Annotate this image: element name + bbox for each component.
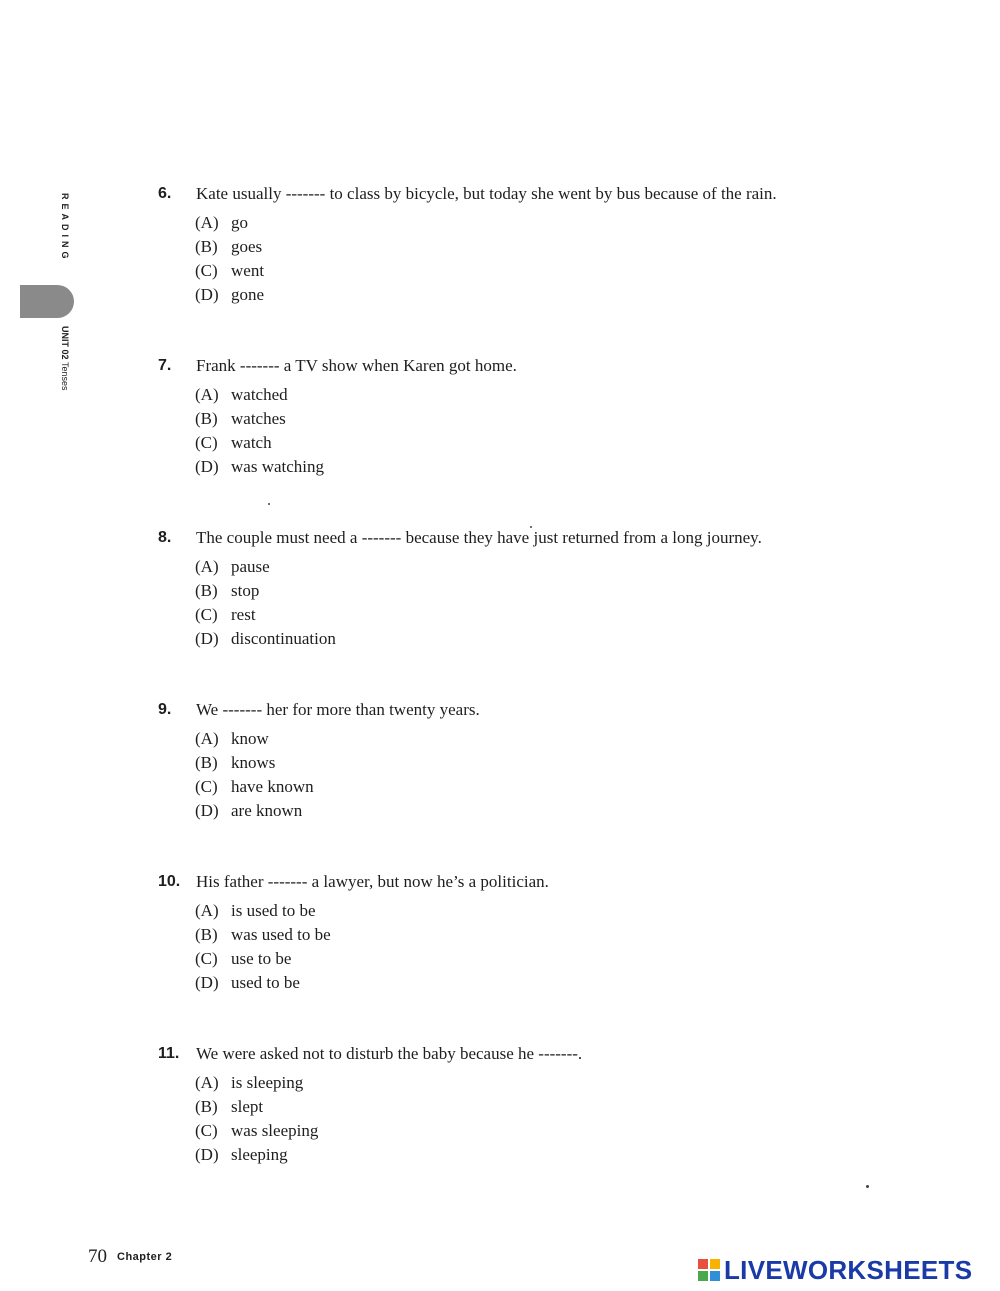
option-letter: (B) [195, 237, 218, 256]
option-b[interactable] [195, 1095, 318, 1119]
option-text: was used to be [231, 925, 331, 944]
option-letter: (D) [195, 285, 219, 304]
question-text: Frank ------- a TV show when Karen got home. [196, 356, 517, 375]
option-b[interactable] [195, 923, 331, 947]
scan-speck [530, 526, 532, 528]
option-text: was sleeping [231, 1121, 319, 1140]
option-b[interactable] [195, 751, 314, 775]
option-a[interactable] [195, 555, 336, 579]
option-c[interactable] [195, 947, 331, 971]
option-letter: (D) [195, 457, 219, 476]
option-c[interactable] [195, 431, 324, 455]
option-text: was watching [231, 457, 325, 476]
option-c[interactable] [195, 1119, 318, 1143]
option-text: slept [231, 1097, 264, 1116]
option-text: go [231, 213, 248, 232]
option-d[interactable] [195, 627, 336, 651]
option-text: knows [231, 753, 276, 772]
unit-title: Tenses [60, 362, 70, 391]
question-number: 8. [158, 529, 172, 546]
liveworksheets-logo-icon [698, 1259, 720, 1281]
option-letter: (C) [195, 777, 218, 796]
question-number: 10. [158, 873, 181, 890]
option-letter: (A) [195, 385, 219, 404]
option-text: pause [231, 557, 270, 576]
answer-options [195, 1071, 318, 1167]
option-text: rest [231, 605, 256, 624]
option-text: went [231, 261, 265, 280]
option-text: are known [231, 801, 303, 820]
option-c[interactable] [195, 259, 264, 283]
option-letter: (A) [195, 729, 219, 748]
option-letter: (D) [195, 801, 219, 820]
question-number: 11. [158, 1045, 180, 1062]
option-text: use to be [231, 949, 292, 968]
section-label: READING [60, 193, 70, 263]
option-a[interactable] [195, 727, 314, 751]
option-letter: (D) [195, 1145, 219, 1164]
option-letter: (B) [195, 409, 218, 428]
option-text: know [231, 729, 269, 748]
option-letter: (B) [195, 1097, 218, 1116]
question-number: 7. [158, 357, 172, 374]
option-text: is sleeping [231, 1073, 304, 1092]
option-b[interactable] [195, 407, 324, 431]
option-text: sleeping [231, 1145, 288, 1164]
option-a[interactable] [195, 1071, 318, 1095]
option-letter: (B) [195, 925, 218, 944]
option-letter: (B) [195, 753, 218, 772]
answer-options [195, 555, 336, 651]
option-d[interactable] [195, 799, 314, 823]
option-letter: (C) [195, 605, 218, 624]
section-tab-marker [20, 285, 74, 318]
unit-label [58, 326, 72, 391]
option-d[interactable] [195, 971, 331, 995]
option-letter: (A) [195, 901, 219, 920]
question-number: 9. [158, 701, 172, 718]
option-text: is used to be [231, 901, 316, 920]
option-b[interactable] [195, 235, 264, 259]
option-text: stop [231, 581, 260, 600]
option-text: watches [231, 409, 286, 428]
question-text: We ------- her for more than twenty years. [196, 700, 480, 719]
page-number: 70 [88, 1246, 107, 1267]
unit-code: UNIT 02 [60, 326, 70, 360]
option-c[interactable] [195, 775, 314, 799]
option-c[interactable] [195, 603, 336, 627]
option-d[interactable] [195, 283, 264, 307]
option-text: have known [231, 777, 314, 796]
question-text: His father ------- a lawyer, but now he’s a politician. [196, 872, 549, 891]
option-letter: (C) [195, 1121, 218, 1140]
answer-options [195, 899, 331, 995]
option-letter: (C) [195, 949, 218, 968]
option-a[interactable] [195, 383, 324, 407]
option-letter: (C) [195, 261, 218, 280]
watermark-text: LIVEWORKSHEETS [724, 1255, 973, 1285]
option-text: watch [231, 433, 272, 452]
option-a[interactable] [195, 899, 331, 923]
scan-speck [866, 1185, 869, 1188]
chapter-label: Chapter 2 [117, 1251, 173, 1263]
option-letter: (A) [195, 557, 219, 576]
option-d[interactable] [195, 1143, 318, 1167]
scan-speck [268, 503, 270, 505]
answer-options [195, 211, 264, 307]
option-text: used to be [231, 973, 300, 992]
question-text: Kate usually ------- to class by bicycle, but today she went by bus because of the rain. [196, 184, 777, 203]
option-text: goes [231, 237, 263, 256]
question-text: The couple must need a ------- because they have just returned from a long journey. [196, 528, 762, 547]
option-letter: (B) [195, 581, 218, 600]
option-d[interactable] [195, 455, 324, 479]
option-text: discontinuation [231, 629, 336, 648]
question-number: 6. [158, 185, 172, 202]
liveworksheets-watermark [698, 1257, 994, 1285]
option-letter: (D) [195, 973, 219, 992]
option-letter: (A) [195, 1073, 219, 1092]
answer-options [195, 383, 324, 479]
question-text: We were asked not to disturb the baby because he -------. [196, 1044, 583, 1063]
option-b[interactable] [195, 579, 336, 603]
option-letter: (A) [195, 213, 219, 232]
option-letter: (C) [195, 433, 218, 452]
option-a[interactable] [195, 211, 264, 235]
option-letter: (D) [195, 629, 219, 648]
option-text: gone [231, 285, 265, 304]
option-text: watched [231, 385, 288, 404]
answer-options [195, 727, 314, 823]
